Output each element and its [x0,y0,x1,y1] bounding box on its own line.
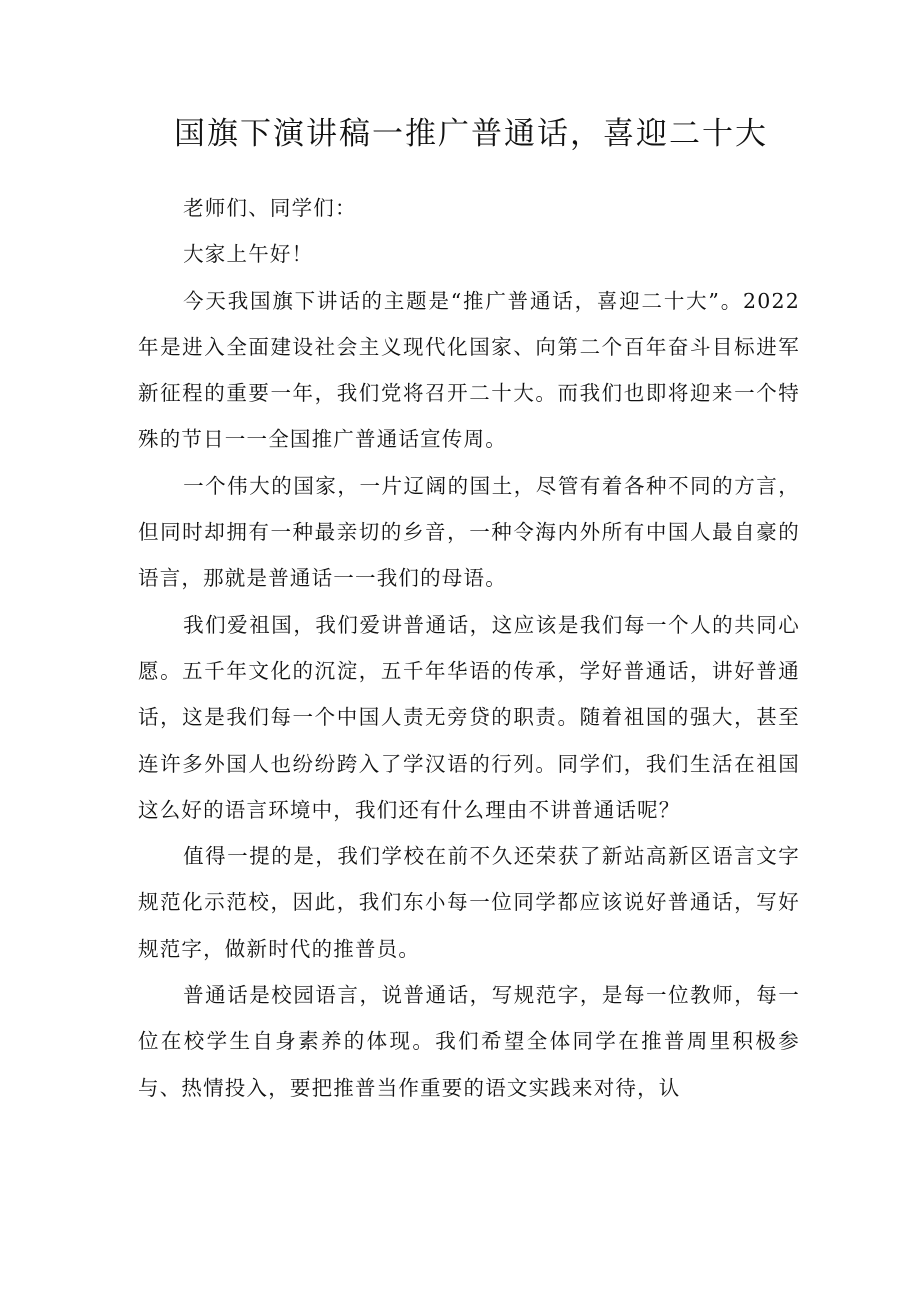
paragraph-theme: 今天我国旗下讲话的主题是“推广普通话，喜迎二十大”。2022年是进入全面建设社会主义现代化国家、向第二个百年奋斗目标进军新征程的重要一年，我们党将召开二十大。而我们也即将迎来一个特殊的节日一一全国推广普通话宣传周。 [138,288,800,452]
paragraph-greeting: 老师们、同学们： [183,196,357,220]
paragraph-school-honor: 值得一提的是，我们学校在前不久还荣获了新站高新区语言文字规范化示范校，因此，我们东小每一位同学都应该说好普通话，写好规范字，做新时代的推普员。 [138,844,800,961]
paragraph-mother-tongue: 一个伟大的国家，一片辽阔的国土，尽管有着各种不同的方言，但同时却拥有一种最亲切的乡音，一种令海内外所有中国人最自豪的语言，那就是普通话一一我们的母语。 [138,473,800,591]
paragraph-love-mandarin: 我们爱祖国，我们爱讲普通话，这应该是我们每一个人的共同心愿。五千年文化的沉淀，五千年华语的传承，学好普通话，讲好普通话，这是我们每一个中国人责无旁贷的职责。随着祖国的强大，甚至连许多外国人也纷纷跨入了学汉语的行列。同学们，我们生活在祖国这么好的语言环境中，我们还有什么理由不讲普通话呢？ [138,612,800,822]
document-title: 国旗下演讲稿一推广普通话，喜迎二十大 [174,116,768,152]
document-body [138,185,800,1111]
paragraph-campus-language: 普通话是校园语言，说普通话，写规范字，是每一位教师，每一位在校学生自身素养的体现。我们希望全体同学在推普周里积极参与、热情投入，要把推普当作重要的语文实践来对待，认 [138,983,800,1100]
paragraph-salutation: 大家上午好！ [183,242,314,267]
